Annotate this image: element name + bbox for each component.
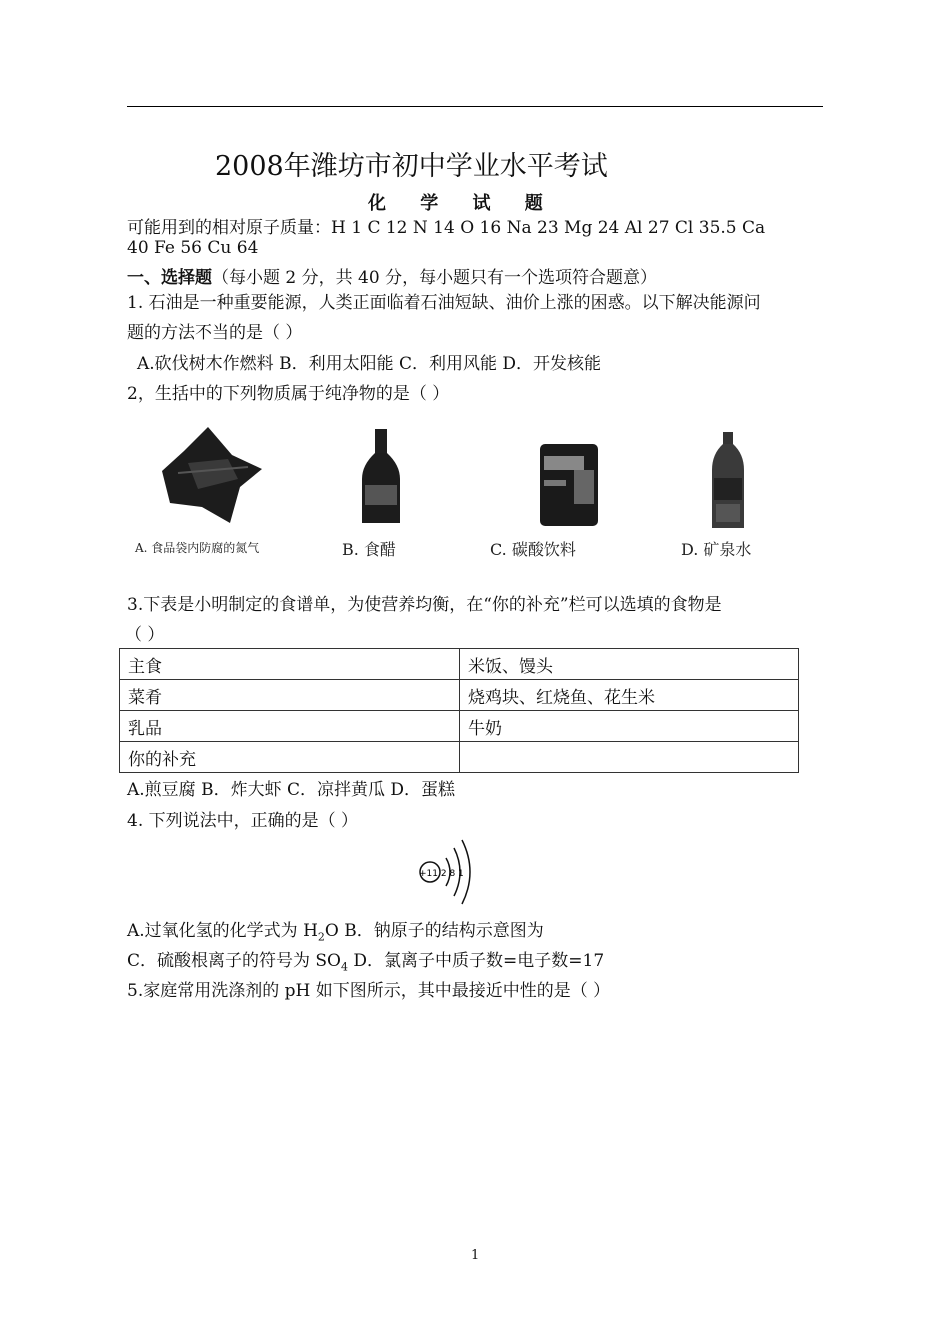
q5-stem: 5.家庭常用洗涤剂的 pH 如下图所示，其中最接近中性的是（ ） [127,981,611,1001]
vinegar-bottle-image [356,423,406,533]
page-number: 1 [471,1248,480,1263]
menu-table [119,648,799,773]
q3-options: A.煎豆腐 B．炸大虾 C．凉拌黄瓜 D．蛋糕 [127,780,456,800]
section-label: 一、选择题 [127,268,212,288]
q2-caption-b: B. 食醋 [342,540,396,559]
q4-opt-a-text: A.过氧化氢的化学式为 H [127,921,318,941]
q4-opt-c-sub: 4 [341,960,348,974]
q4-opt-b-text: O B．钠原子的结构示意图为 [324,921,544,941]
q4-opt-c-text: C．硫酸根离子的符号为 SO [127,951,341,971]
q3-stem-line-1: 3.下表是小明制定的食谱单，为使营养均衡，在“你的补充”栏可以选填的食物是 [127,595,722,615]
table-cell: 菜肴 [120,680,460,711]
q4-stem: 4. 下列说法中，正确的是（ ） [127,811,359,831]
section-heading [127,263,657,288]
header-rule [127,106,823,107]
q1-options: A.砍伐树木作燃料 B．利用太阳能 C．利用风能 D．开发核能 [137,354,602,374]
sodium-atom-diagram [416,836,480,908]
table-cell: 牛奶 [460,711,799,742]
table-cell: 你的补充 [120,742,460,773]
q4-option-c-d [127,946,604,973]
q4-option-a-b [127,916,544,943]
table-cell: 乳品 [120,711,460,742]
table-row [120,649,799,680]
q2-caption-c: C. 碳酸饮料 [490,540,576,559]
table-row [120,742,799,773]
q2-stem: 2，生括中的下列物质属于纯净物的是（ ） [127,384,450,404]
atomic-mass-line-2: 40 Fe 56 Cu 64 [127,238,259,258]
q1-stem-line-1: 1. 石油是一种重要能源，人类正面临着石油短缺、油价上涨的困惑。以下解决能源问 [127,293,761,313]
exam-title: 2008年潍坊市初中学业水平考试 [215,151,608,182]
table-row [120,711,799,742]
table-cell [460,742,799,773]
section-note: （每小题 2 分，共 40 分，每小题只有一个选项符合题意） [212,268,658,288]
table-row [120,680,799,711]
atom-diagram-label: +11 2 8 1 [419,869,464,879]
table-cell: 烧鸡块、红烧鱼、花生米 [460,680,799,711]
q2-caption-d: D. 矿泉水 [681,540,752,559]
nitrogen-food-bag-image [158,423,268,533]
q1-stem-line-2: 题的方法不当的是（ ） [127,323,303,343]
atomic-mass-line-1: 可能用到的相对原子质量：H 1 C 12 N 14 O 16 Na 23 Mg 24 Al 27 Cl 35.5 Ca [127,218,766,238]
q4-opt-a-sub: 2 [317,930,325,944]
mineral-water-bottle-image [708,430,748,532]
table-cell: 主食 [120,649,460,680]
table-cell: 米饭、馒头 [460,649,799,680]
q4-opt-d-text: D．氯离子中质子数=电子数=17 [348,951,605,971]
exam-subtitle: 化 学 试 题 [368,193,557,214]
q3-stem-line-2: （ ） [125,625,165,645]
q2-caption-a: A. 食品袋内防腐的氮气 [135,541,260,555]
soda-can-image [534,440,604,530]
